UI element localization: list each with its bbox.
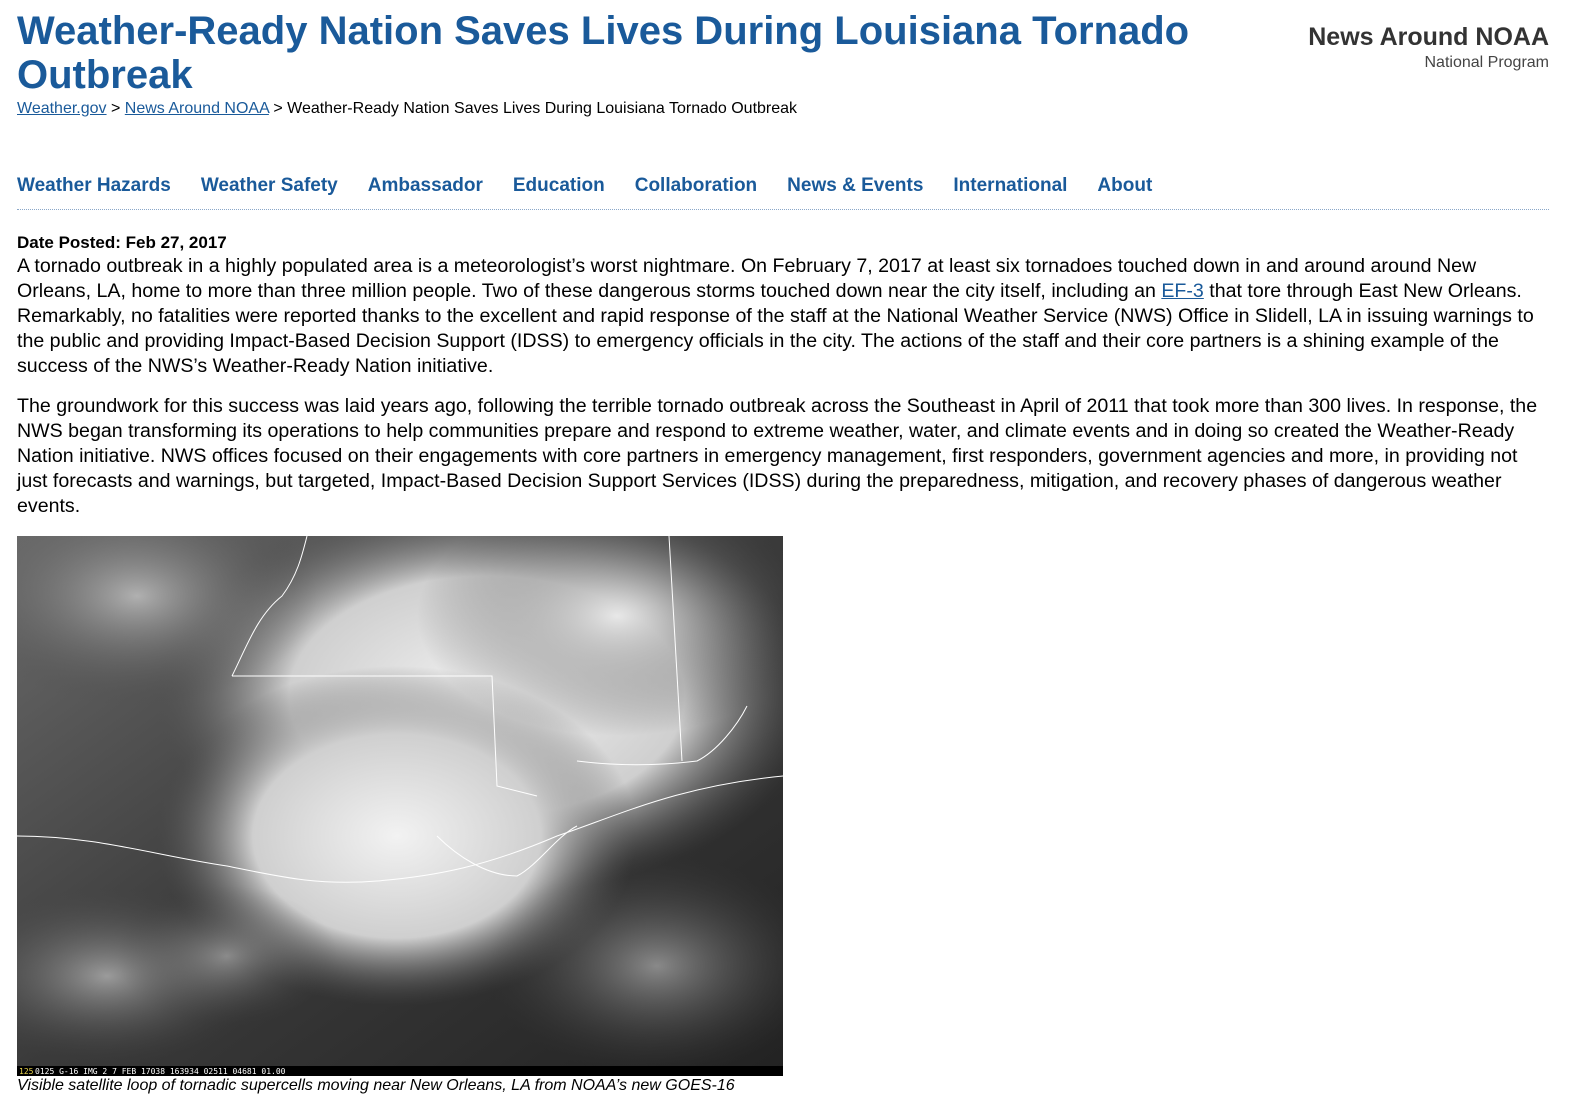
breadcrumb-separator: >: [273, 100, 283, 117]
image-stamp-id: 125: [19, 1067, 34, 1076]
nav-ambassador[interactable]: Ambassador: [367, 175, 483, 196]
breadcrumb-link-weather-gov[interactable]: Weather.gov: [17, 100, 107, 117]
satellite-figure: [17, 536, 783, 1096]
site-name[interactable]: News Around NOAA: [1308, 23, 1549, 51]
breadcrumb-current: Weather-Ready Nation Saves Lives During Louisiana Tornado Outbreak: [287, 100, 798, 117]
figure-caption: Visible satellite loop of tornadic supercells moving near New Orleans, LA from NOAA’s new GOES-16: [17, 1077, 735, 1094]
paragraph-text: A tornado outbreak in a highly populated area is a meteorologist’s worst nightmare. On February 7, 2017 at least six tornadoes touched down in and around around New Orleans, LA, home to more than three million people. Two of these dangerous storms touched down near the city itself, including an: [17, 255, 1477, 302]
nav-education[interactable]: Education: [512, 175, 605, 196]
page-title: Weather-Ready Nation Saves Lives During Louisiana Tornado Outbreak: [17, 9, 1190, 97]
nav-collaboration[interactable]: Collaboration: [634, 175, 758, 196]
site-brand: [1308, 21, 1549, 73]
nav-weather-safety[interactable]: Weather Safety: [200, 175, 338, 196]
nav-news-events[interactable]: News & Events: [787, 175, 924, 196]
nav-weather-hazards[interactable]: Weather Hazards: [17, 175, 171, 196]
date-posted: Date Posted: Feb 27, 2017: [17, 233, 227, 252]
article-paragraph-1: [17, 254, 1549, 379]
breadcrumb-separator: >: [111, 100, 121, 117]
article-paragraph-2: The groundwork for this success was laid years ago, following the terrible tornado outbreak across the Southeast in April of 2011 that took more than 300 lives. In response, the NWS began transforming its operations to help communities prepare and respond to extreme weather, water, and climate events and in doing so created the Weather-Ready Nation initiative. NWS offices focused on their engagements with core partners in emergency management, first responders, government agencies and more, in providing not just forecasts and warnings, but targeted, Impact-Based Decision Support Services (IDSS) during the preparedness, mitigation, and recovery phases of dangerous weather events.: [17, 395, 1538, 517]
nav-international[interactable]: International: [953, 175, 1068, 196]
main-nav: [17, 172, 1549, 210]
breadcrumb-link-news-around-noaa[interactable]: News Around NOAA: [124, 100, 269, 117]
header: [17, 0, 1549, 130]
breadcrumb: [17, 99, 797, 119]
article: [17, 232, 1549, 1094]
nav-about[interactable]: About: [1097, 175, 1153, 196]
image-stamp: 0125 G-16 IMG 2 7 FEB 17038 163934 02511 04681 01.00: [35, 1067, 286, 1076]
page: [17, 0, 1549, 1094]
ef3-link[interactable]: EF-3: [1161, 280, 1204, 302]
site-subtitle: National Program: [1424, 54, 1549, 71]
satellite-image[interactable]: [17, 536, 783, 1076]
paragraph-text: that tore through East New Orleans. Remarkably, no fatalities were reported thanks to the excellent and rapid response of the staff at the National Weather Service (NWS) Office in Slidell, LA in issuing warnings to the public and providing Impact-Based Decision Support (IDSS) to emergency officials in the city. The actions of the staff and their core partners is a shining example of the success of the NWS’s Weather-Ready Nation initiative.: [17, 280, 1534, 377]
